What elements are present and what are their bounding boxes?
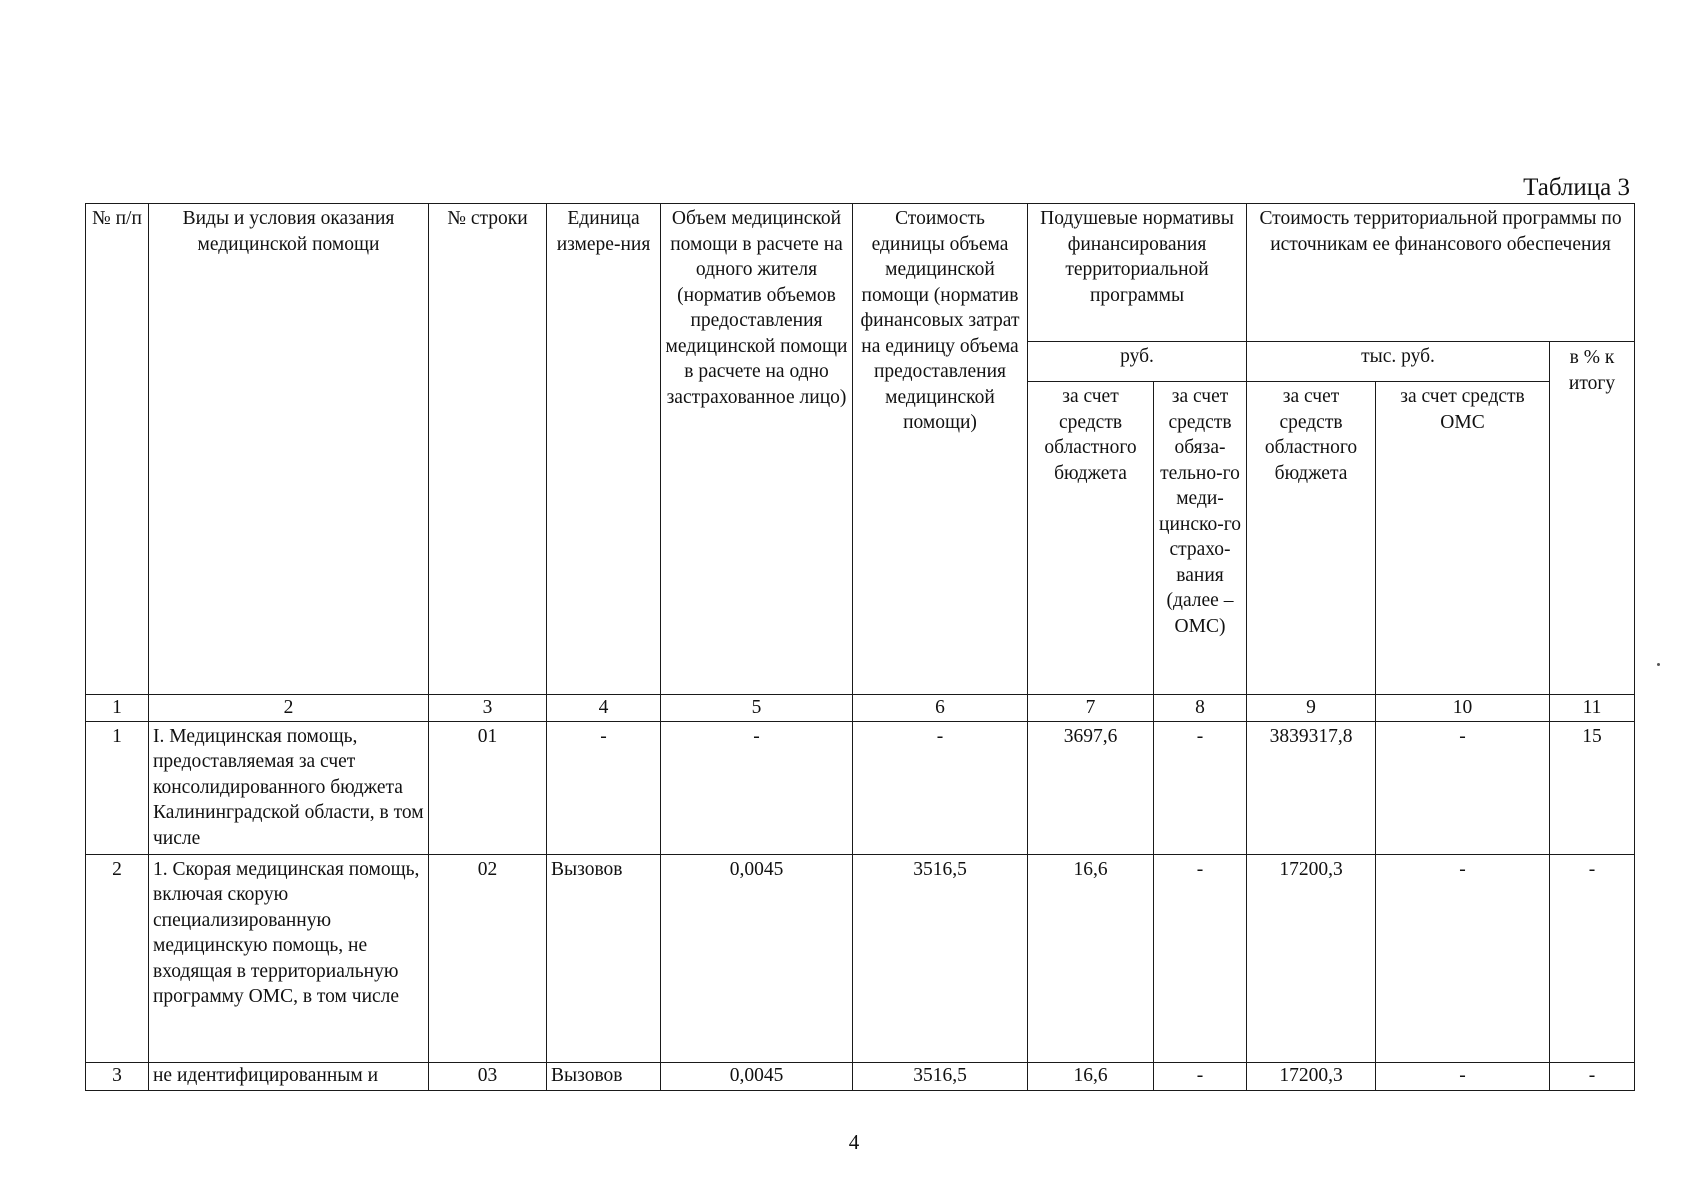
column-number: 10	[1376, 695, 1550, 722]
column-number: 11	[1550, 695, 1635, 722]
column-number: 1	[86, 695, 149, 722]
column-number: 3	[429, 695, 547, 722]
cell-total-budget: 3839317,8	[1247, 721, 1376, 854]
header-per-capita-budget: за счет средств областного бюджета	[1028, 382, 1154, 695]
cell-care-type: 1. Скорая медицинская помощь, включая скорую специализированную медицинскую помощь, не входящая в территориальную программу ОМС, в том числе	[149, 854, 429, 1062]
column-number: 7	[1028, 695, 1154, 722]
column-number: 9	[1247, 695, 1376, 722]
cell-per-capita-budget: 16,6	[1028, 854, 1154, 1062]
column-number: 2	[149, 695, 429, 722]
cell-unit-cost: 3516,5	[853, 854, 1028, 1062]
table-row	[86, 1062, 1635, 1090]
cell-unit: Вызовов	[547, 1062, 661, 1090]
cell-unit-cost: 3516,5	[853, 1062, 1028, 1090]
cell-total-budget: 17200,3	[1247, 1062, 1376, 1090]
column-number: 6	[853, 695, 1028, 722]
cell-row-number: 2	[86, 854, 149, 1062]
table-caption: Таблица 3	[1523, 174, 1630, 201]
table-row	[86, 721, 1635, 854]
budget-table	[85, 203, 1635, 1091]
column-number: 8	[1154, 695, 1247, 722]
header-line-number: № строки	[429, 204, 547, 695]
header-unit-cost: Стоимость единицы объема медицинской помощи (норматив финансовых затрат на единицу объема предоставления медицинской помощи)	[853, 204, 1028, 695]
cell-per-capita-budget: 16,6	[1028, 1062, 1154, 1090]
cell-volume: 0,0045	[661, 854, 853, 1062]
cell-row-number: 1	[86, 721, 149, 854]
cell-total-budget: 17200,3	[1247, 854, 1376, 1062]
column-number: 5	[661, 695, 853, 722]
cell-per-capita-oms: -	[1154, 854, 1247, 1062]
header-program-cost-group: Стоимость территориальной программы по источникам ее финансового обеспечения	[1247, 204, 1635, 342]
header-total-budget: за счет средств областного бюджета	[1247, 382, 1376, 695]
cell-unit-cost: -	[853, 721, 1028, 854]
cell-per-capita-oms: -	[1154, 1062, 1247, 1090]
cell-line-number: 02	[429, 854, 547, 1062]
header-volume: Объем медицинской помощи в расчете на одного жителя (норматив объемов предоставления медицинской помощи в расчете на одно застрахованное лицо)	[661, 204, 853, 695]
cell-total-oms: -	[1376, 721, 1550, 854]
header-unit-rub: руб.	[1028, 342, 1247, 382]
cell-per-capita-oms: -	[1154, 721, 1247, 854]
cell-care-type: I. Медицинская помощь, предоставляемая за счет консолидированного бюджета Калининградской области, в том числе	[149, 721, 429, 854]
header-percent-total: в % к итогу	[1550, 342, 1635, 695]
cell-unit: -	[547, 721, 661, 854]
header-per-capita-oms: за счет средств обяза-тельно-го меди-цинско-го страхо-вания (далее – ОМС)	[1154, 382, 1247, 695]
cell-total-oms: -	[1376, 854, 1550, 1062]
header-unit: Единица измере-ния	[547, 204, 661, 695]
cell-percent: -	[1550, 1062, 1635, 1090]
header-unit-thousand-rub: тыс. руб.	[1247, 342, 1550, 382]
cell-percent: -	[1550, 854, 1635, 1062]
cell-row-number: 3	[86, 1062, 149, 1090]
header-total-oms: за счет средств ОМС	[1376, 382, 1550, 695]
cell-total-oms: -	[1376, 1062, 1550, 1090]
page-number: 4	[848, 1130, 860, 1154]
header-per-capita-group: Подушевые нормативы финансирования территориальной программы	[1028, 204, 1247, 342]
header-care-type: Виды и условия оказания медицинской помощи	[149, 204, 429, 695]
cell-percent: 15	[1550, 721, 1635, 854]
table-row	[86, 854, 1635, 1062]
cell-volume: -	[661, 721, 853, 854]
cell-per-capita-budget: 3697,6	[1028, 721, 1154, 854]
cell-unit: Вызовов	[547, 854, 661, 1062]
cell-volume: 0,0045	[661, 1062, 853, 1090]
column-number-row	[86, 695, 1635, 722]
scan-speck	[1657, 663, 1660, 666]
header-row-number: № п/п	[86, 204, 149, 695]
column-number: 4	[547, 695, 661, 722]
cell-line-number: 01	[429, 721, 547, 854]
cell-care-type: не идентифицированным и	[149, 1062, 429, 1090]
cell-line-number: 03	[429, 1062, 547, 1090]
